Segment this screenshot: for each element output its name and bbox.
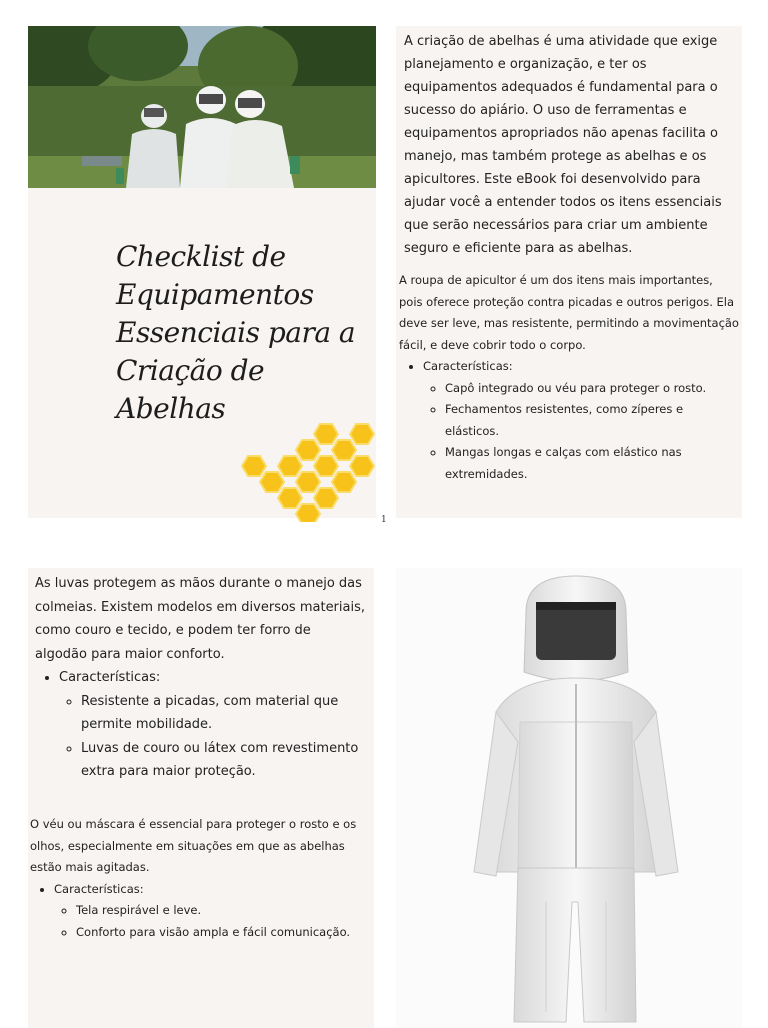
- characteristics-label: Características:: [59, 670, 161, 685]
- list-item: ◦ Tela respirável e leve.: [76, 900, 372, 922]
- list-item: ◦ Resistente a picadas, com material que permite mobilidade.: [81, 690, 365, 737]
- characteristics-label: Características:: [54, 881, 144, 896]
- list-item: [59, 666, 365, 784]
- suit-section: [399, 270, 739, 485]
- veil-section: [30, 814, 372, 943]
- suit-paragraph: A roupa de apicultor é um dos itens mais importantes, pois oferece proteção contra picadas e outros perigos. Ela deve ser leve, mas resistente, permitindo a movimentação fácil, e deve cobrir todo o corpo.: [399, 273, 739, 352]
- beekeeper-suit-image: [456, 572, 696, 1028]
- page-intro: [396, 26, 742, 518]
- gloves-section: [35, 572, 365, 784]
- honeycomb-icon: [238, 422, 378, 522]
- list-item: ◦ Mangas longas e calças com elástico nas extremidades.: [445, 442, 739, 485]
- list-item: [54, 879, 372, 944]
- list-item: ◦ Capô integrado ou véu para proteger o rosto.: [445, 378, 739, 400]
- list-item: ◦ Fechamentos resistentes, como zíperes e elásticos.: [445, 399, 739, 442]
- list-item: ◦ Luvas de couro ou látex com revestimento extra para maior proteção.: [81, 737, 365, 784]
- list-item: [423, 356, 739, 485]
- beekeepers-photo: [28, 26, 376, 188]
- cover-title: Checklist de Equipamentos Essenciais para a Criação de Abelhas: [116, 240, 356, 425]
- list-item: ◦ Conforto para visão ampla e fácil comunicação.: [76, 922, 372, 944]
- gloves-paragraph: As luvas protegem as mãos durante o manejo das colmeias. Existem modelos em diversos materiais, como couro e tecido, e podem ter forro de algodão para maior conforto.: [35, 576, 366, 662]
- page-cover: [28, 26, 376, 518]
- page-gloves-veil: [28, 568, 374, 1028]
- page-suit-image: [396, 568, 742, 1028]
- veil-paragraph: O véu ou máscara é essencial para proteger o rosto e os olhos, especialmente em situações em que as abelhas estão mais agitadas.: [30, 817, 357, 874]
- page-number: 1: [381, 515, 387, 525]
- characteristics-label: Características:: [423, 359, 513, 373]
- intro-paragraph: A criação de abelhas é uma atividade que exige planejamento e organização, e ter os equipamentos adequados é fundamental para o sucesso do apiário. O uso de ferramentas e equipamentos apropriados não apenas facilita o manejo, mas também protege as abelhas e os apicultores. Este eBook foi desenvolvido para ajudar você a entender todos os itens essenciais que serão necessários para criar um ambiente seguro e eficiente para as abelhas.: [404, 34, 722, 256]
